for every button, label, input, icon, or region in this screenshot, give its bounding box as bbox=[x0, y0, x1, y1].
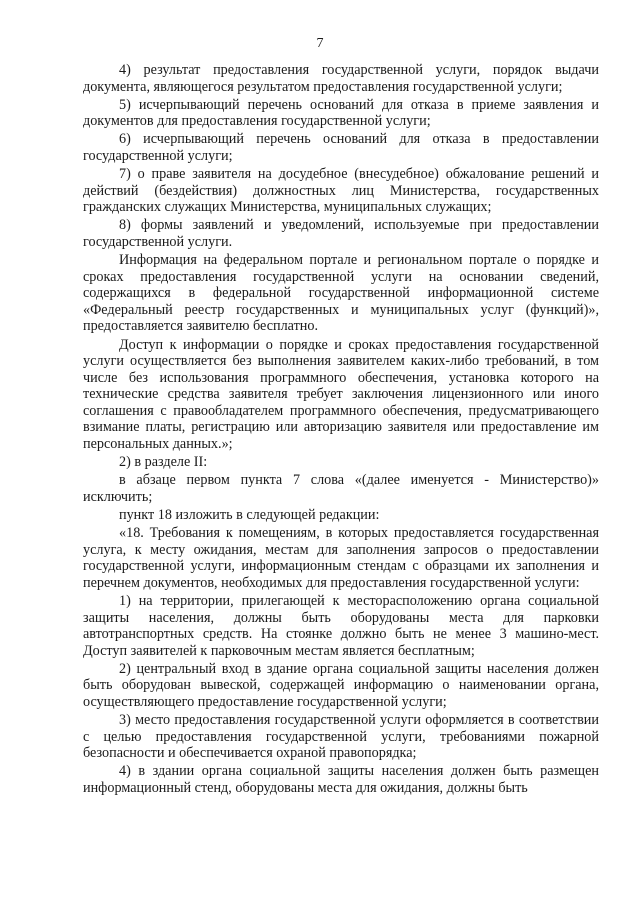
paragraph-point-18-intro: пункт 18 изложить в следующей редакции: bbox=[119, 506, 380, 523]
paragraph-req-3: 3) место предоставления государственной услуги оформляется в соответствии с целью предоставления государственной услуги, требованиями пожарной безопасности и обеспечивается охраной правопорядка; bbox=[83, 712, 599, 762]
paragraph-req-4: 4) в здании органа социальной защиты населения должен быть размещен информационный стенд, оборудованы места для ожидания, должны быть bbox=[83, 763, 599, 796]
paragraph-req-2: 2) центральный вход в здание органа социальной защиты населения должен быть оборудован вывеской, содержащей информацию о наименовании органа, осуществляющего предоставление государственной услуги; bbox=[83, 660, 599, 710]
document-body bbox=[83, 62, 599, 798]
paragraph-item-4: 4) результат предоставления государственной услуги, порядок выдачи документа, являющегося результатом предоставления государственной услуги; bbox=[83, 62, 599, 95]
paragraph-portal-info: Информация на федеральном портале и региональном портале о порядке и сроках предоставления государственной услуги на основании сведений, содержащихся в федеральной государственной информационной системе «Федеральный реестр государственных и муниципальных услуг (функций)», предоставляется заявителю бесплатно. bbox=[83, 252, 599, 335]
paragraph-point-7: в абзаце первом пункта 7 слова «(далее именуется - Министерство)» исключить; bbox=[83, 472, 599, 505]
paragraph-item-7: 7) о праве заявителя на досудебное (внесудебное) обжалование решений и действий (бездействия) должностных лиц Министерства, государственных гражданских служащих Министерства, муниципальных служащих; bbox=[83, 166, 599, 216]
paragraph-item-6: 6) исчерпывающий перечень оснований для отказа в предоставлении государственной услуги; bbox=[83, 131, 599, 164]
paragraph-point-18: «18. Требования к помещениям, в которых предоставляется государственная услуга, к месту ожидания, местам для заполнения запросов о предоставлении государственной услуги, информационным стендам с образцами их заполнения и перечнем документов, необходимых для предоставления государственной услуги: bbox=[83, 525, 599, 591]
paragraph-item-5: 5) исчерпывающий перечень оснований для отказа в приеме заявления и документов для предоставления государственной услуги; bbox=[83, 96, 599, 130]
paragraph-req-1: 1) на территории, прилегающей к месторасположению органа социальной защиты населения, должны быть оборудованы места для парковки автотранспортных средств. На стоянке должно быть не менее 3 машино-мест. Доступ заявителей к парковочным местам является бесплатным; bbox=[83, 592, 599, 659]
paragraph-section-2: 2) в разделе II: bbox=[119, 454, 208, 471]
paragraph-item-8: 8) формы заявлений и уведомлений, используемые при предоставлении государственной услуги. bbox=[83, 217, 599, 250]
page-number: 7 bbox=[316, 36, 324, 51]
paragraph-access-info: Доступ к информации о порядке и сроках предоставления государственной услуги осуществляется без выполнения заявителем каких-либо требований, в том числе без использования программного обеспечения, установка которого на технические средства заявителя требует заключения лицензионного или иного соглашения с правообладателем программного обеспечения, предусматривающего взимание платы, регистрацию или авторизацию заявителя или предоставление им персональных данных.»; bbox=[83, 336, 599, 453]
